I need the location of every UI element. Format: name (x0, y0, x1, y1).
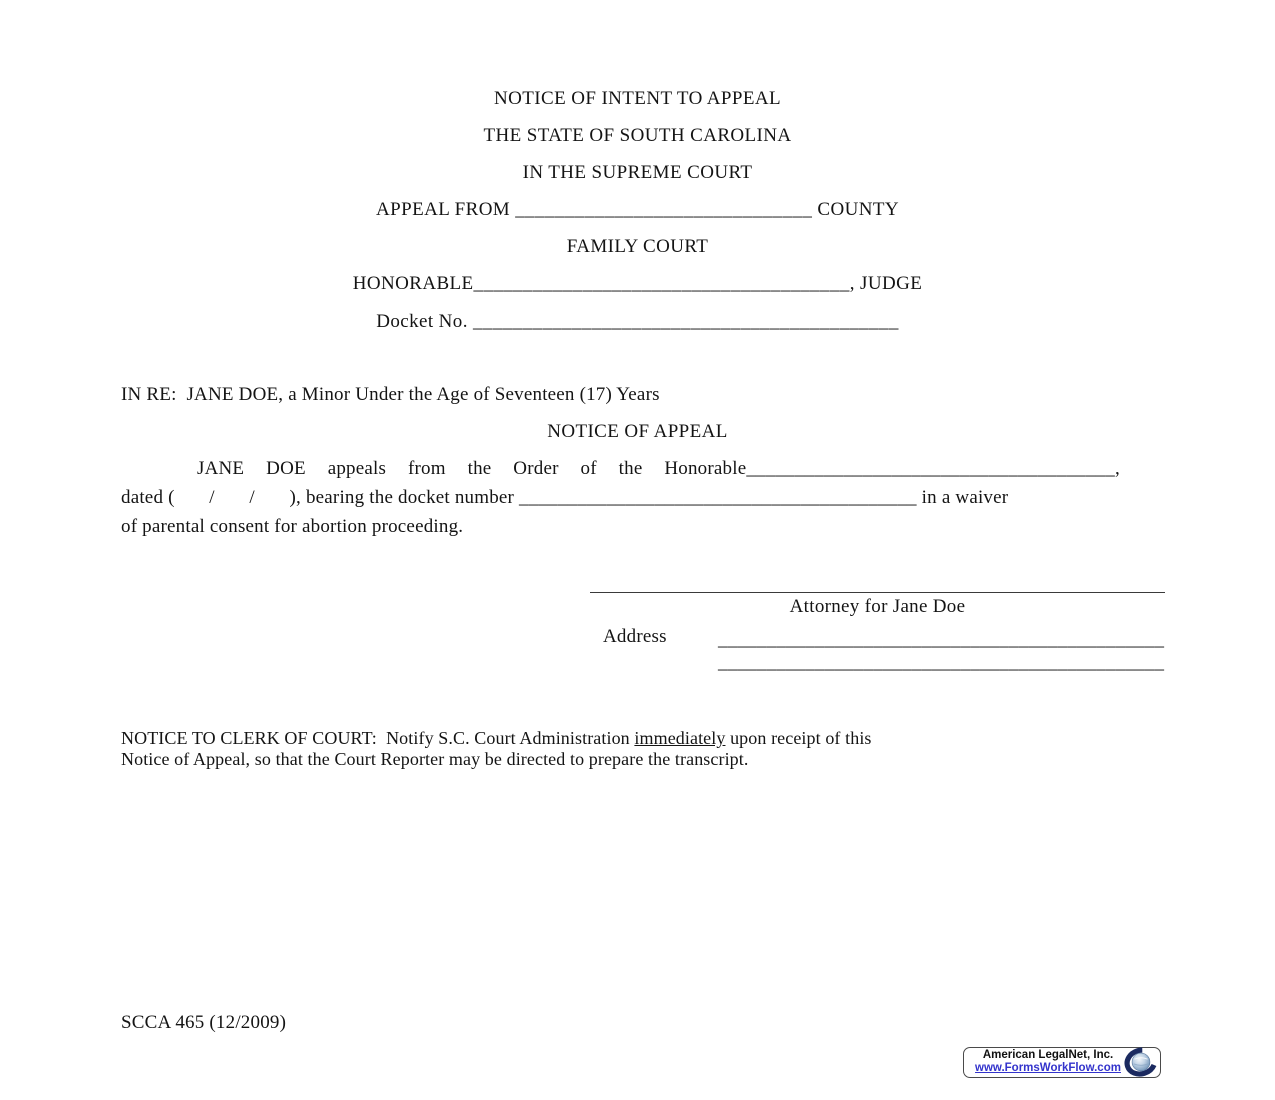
clerk-notice-line-1 (121, 728, 872, 749)
doc-title: NOTICE OF INTENT TO APPEAL (494, 88, 781, 109)
form-number: SCCA 465 (12/2009) (121, 1012, 287, 1033)
body-paragraph-line-1 (197, 458, 1120, 480)
docket-line (0, 311, 1275, 333)
clerk-notice-line-2: Notice of Appeal, so that the Court Reporter may be directed to prepare the transcript. (121, 749, 749, 769)
vendor-globe-icon (1124, 1046, 1158, 1078)
docket-number-body-blank: _________________________________________ (519, 487, 917, 508)
dated-text: dated ( / / ), bearing the docket number (121, 487, 520, 508)
honorable-judge-blank: ______________________________________ (473, 273, 850, 294)
docket-label: Docket No. (376, 311, 474, 332)
body-paragraph-line-3: of parental consent for abortion proceeding. (121, 516, 464, 537)
address-label: Address (603, 626, 667, 647)
notice-of-appeal-heading: NOTICE OF APPEAL (547, 421, 728, 442)
honorable-label: HONORABLE (352, 273, 474, 294)
body-paragraph-line-2 (121, 487, 1008, 509)
honorable-suffix: , JUDGE (849, 273, 923, 294)
signature-line (590, 592, 1165, 593)
body-line1-comma: , (1114, 458, 1120, 479)
docket-number-blank: ___________________________________________ (473, 311, 899, 332)
appeal-from-suffix: COUNTY (812, 199, 899, 220)
appeal-from-county-blank: ______________________________ (515, 199, 813, 220)
address-blank-2: ______________________________________________ (718, 652, 1165, 673)
body-line1-text: JANE DOE appeals from the Order of the Honorable (197, 458, 747, 479)
vendor-website-link[interactable]: www.FormsWorkFlow.com (975, 1062, 1121, 1074)
doc-state-line: THE STATE OF SOUTH CAROLINA (483, 125, 792, 146)
family-court-line: FAMILY COURT (566, 236, 709, 257)
appeal-from-label: APPEAL FROM (376, 199, 516, 220)
vendor-company-name: American LegalNet, Inc. (982, 1049, 1114, 1061)
doc-court-line: IN THE SUPREME COURT (522, 162, 753, 183)
order-honorable-blank: ______________________________________ (746, 458, 1115, 479)
vendor-text-block (972, 1049, 1124, 1075)
clerk-notice-text: NOTICE TO CLERK OF COURT: Notify S.C. Court Administration (121, 728, 635, 748)
honorable-line (0, 273, 1275, 295)
clerk-notice-immediately: immediately (634, 728, 726, 748)
address-blank-1: ______________________________________________ (718, 629, 1165, 650)
appeal-from-line (0, 199, 1275, 221)
attorney-caption: Attorney for Jane Doe (789, 596, 966, 617)
vendor-stamp-box (963, 1047, 1161, 1078)
in-re-caption: IN RE: JANE DOE, a Minor Under the Age of Seventeen (17) Years (121, 384, 660, 405)
clerk-notice-text-cont: upon receipt of this (725, 728, 872, 748)
body-line2-suffix: in a waiver (916, 487, 1009, 508)
